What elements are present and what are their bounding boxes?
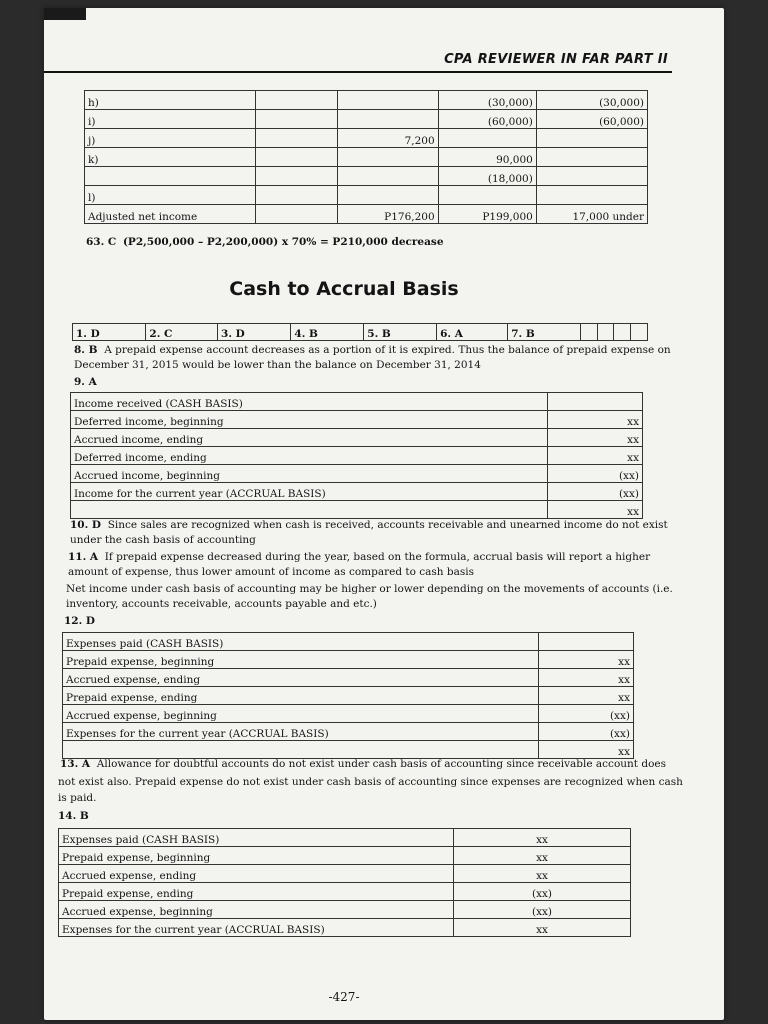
page-number: -427-: [328, 990, 360, 1004]
row-label: Accrued expense, ending: [63, 669, 539, 687]
amount-cell: xx: [454, 865, 631, 883]
answer-cell: [614, 324, 631, 341]
answer-cell: 7. B: [508, 324, 581, 341]
row-label: h): [85, 91, 256, 110]
amount-cell: [536, 167, 647, 186]
table-row: [71, 501, 643, 519]
amount-cell: xx: [548, 501, 643, 519]
amount-cell: xx: [454, 829, 631, 847]
amount-cell: (xx): [539, 705, 634, 723]
row-label: j): [85, 129, 256, 148]
amount-cell: [256, 186, 338, 205]
amount-cell: [256, 148, 338, 167]
amount-cell: xx: [539, 687, 634, 705]
item-11-line3: Net income under cash basis of accounting may be higher or lower depending on the movements of accounts (i.e.: [66, 583, 673, 595]
item-13: 13. A Allowance for doubtful accounts do not exist under cash basis of accounting since receivable account does: [60, 758, 666, 770]
amount-cell: (60,000): [438, 110, 536, 129]
table-row: [63, 705, 634, 723]
answer-cell: 5. B: [364, 324, 437, 341]
amount-cell: 17,000 under: [536, 205, 647, 224]
row-label: Prepaid expense, ending: [59, 883, 454, 901]
table-row: [85, 110, 648, 129]
row-label: Deferred income, beginning: [71, 411, 548, 429]
answer-cell: 3. D: [218, 324, 291, 341]
amount-cell: [337, 110, 438, 129]
book-page: [44, 8, 724, 1020]
table-row: [85, 91, 648, 110]
table-row: [63, 741, 634, 759]
amount-cell: xx: [548, 429, 643, 447]
amount-cell: xx: [548, 411, 643, 429]
table-row: [63, 687, 634, 705]
answer-cell: 4. B: [291, 324, 364, 341]
table-row: [85, 148, 648, 167]
table-row: [85, 129, 648, 148]
answer-cell: [581, 324, 598, 341]
row-label: i): [85, 110, 256, 129]
table-row: [63, 723, 634, 741]
amount-cell: [536, 186, 647, 205]
expense-accrual-table-2: [58, 828, 631, 937]
amount-cell: (xx): [454, 883, 631, 901]
item-11-line2: amount of expense, thus lower amount of income as compared to cash basis: [68, 566, 475, 578]
amount-cell: (18,000): [438, 167, 536, 186]
table-row: [59, 883, 631, 901]
row-label: l): [85, 186, 256, 205]
table-row: [71, 465, 643, 483]
amount-cell: [256, 129, 338, 148]
table-row: [63, 633, 634, 651]
row-label: [85, 167, 256, 186]
amount-cell: (xx): [548, 465, 643, 483]
row-label: Accrued income, ending: [71, 429, 548, 447]
answer-cell: 1. D: [73, 324, 146, 341]
table-row: [71, 429, 643, 447]
amount-cell: xx: [548, 447, 643, 465]
amount-cell: [337, 167, 438, 186]
page-corner: [44, 8, 86, 20]
row-label: Expenses paid (CASH BASIS): [59, 829, 454, 847]
expense-accrual-table: [62, 632, 634, 759]
amount-cell: (xx): [454, 901, 631, 919]
item-8-line2: December 31, 2015 would be lower than the balance on December 31, 2014: [74, 359, 481, 371]
row-label: Income received (CASH BASIS): [71, 393, 548, 411]
table-row: [85, 205, 648, 224]
table-row: [71, 393, 643, 411]
row-label: [63, 741, 539, 759]
running-header: CPA REVIEWER IN FAR PART II: [444, 52, 668, 67]
row-label: Expenses paid (CASH BASIS): [63, 633, 539, 651]
table-row: [85, 167, 648, 186]
item-9-label: 9. A: [74, 376, 97, 388]
amount-cell: [256, 167, 338, 186]
table-row: [59, 865, 631, 883]
table-row: [59, 829, 631, 847]
row-label: Prepaid expense, beginning: [59, 847, 454, 865]
item-11-line4: inventory, accounts receivable, accounts payable and etc.): [66, 598, 377, 610]
item-63: 63. C (P2,500,000 – P2,200,000) x 70% = P210,000 decrease: [86, 236, 444, 248]
amount-cell: xx: [539, 741, 634, 759]
item-11: 11. A If prepaid expense decreased during the year, based on the formula, accrual basis will report a higher: [68, 551, 651, 563]
amount-cell: [256, 110, 338, 129]
amount-cell: xx: [539, 651, 634, 669]
amount-cell: [536, 148, 647, 167]
row-label: Accrued expense, beginning: [63, 705, 539, 723]
amount-cell: (xx): [539, 723, 634, 741]
amount-cell: P176,200: [337, 205, 438, 224]
amount-cell: (30,000): [536, 91, 647, 110]
answer-cell: 6. A: [437, 324, 508, 341]
amount-cell: (60,000): [536, 110, 647, 129]
amount-cell: [539, 633, 634, 651]
row-label: Accrued income, beginning: [71, 465, 548, 483]
item-13-line3: is paid.: [58, 792, 97, 804]
table-row: [63, 669, 634, 687]
amount-cell: [438, 186, 536, 205]
amount-cell: P199,000: [438, 205, 536, 224]
item-10-line2: under the cash basis of accounting: [70, 534, 256, 546]
amount-cell: [337, 148, 438, 167]
item-14-label: 14. B: [58, 810, 89, 822]
row-label: Accrued expense, ending: [59, 865, 454, 883]
amount-cell: [548, 393, 643, 411]
table-row: [59, 847, 631, 865]
amount-cell: (xx): [548, 483, 643, 501]
amount-cell: [256, 91, 338, 110]
item-10: 10. D Since sales are recognized when cash is received, accounts receivable and unearned income do not exist: [70, 519, 668, 531]
amount-cell: [536, 129, 647, 148]
table-row: [71, 483, 643, 501]
amount-cell: xx: [539, 669, 634, 687]
row-label: Deferred income, ending: [71, 447, 548, 465]
item-13-line2: not exist also. Prepaid expense do not exist under cash basis of accounting since expenses are recognized when cash: [58, 776, 683, 788]
table-row: [71, 447, 643, 465]
answer-cell: 2. C: [146, 324, 218, 341]
adjustment-table: [84, 90, 648, 224]
amount-cell: xx: [454, 919, 631, 937]
row-label: Prepaid expense, beginning: [63, 651, 539, 669]
section-title: Cash to Accrual Basis: [229, 278, 459, 300]
income-accrual-table: [70, 392, 643, 519]
amount-cell: 7,200: [337, 129, 438, 148]
amount-cell: [256, 205, 338, 224]
amount-cell: [337, 186, 438, 205]
table-row: [59, 901, 631, 919]
answer-cell: [631, 324, 648, 341]
amount-cell: 90,000: [438, 148, 536, 167]
row-label: Prepaid expense, ending: [63, 687, 539, 705]
row-label: [71, 501, 548, 519]
row-label: k): [85, 148, 256, 167]
table-row: [85, 186, 648, 205]
answer-cell: [597, 324, 614, 341]
amount-cell: (30,000): [438, 91, 536, 110]
row-label: Income for the current year (ACCRUAL BASIS): [71, 483, 548, 501]
amount-cell: xx: [454, 847, 631, 865]
header-rule: [44, 71, 672, 73]
row-label: Adjusted net income: [85, 205, 256, 224]
table-row: [59, 919, 631, 937]
table-row: [71, 411, 643, 429]
answer-key-table: [72, 323, 648, 341]
item-8: 8. B A prepaid expense account decreases as a portion of it is expired. Thus the balance of prepaid expense on: [74, 344, 671, 356]
row-label: Expenses for the current year (ACCRUAL BASIS): [63, 723, 539, 741]
item-12-label: 12. D: [64, 615, 96, 627]
amount-cell: [337, 91, 438, 110]
row-label: Accrued expense, beginning: [59, 901, 454, 919]
row-label: Expenses for the current year (ACCRUAL BASIS): [59, 919, 454, 937]
amount-cell: [438, 129, 536, 148]
table-row: [63, 651, 634, 669]
